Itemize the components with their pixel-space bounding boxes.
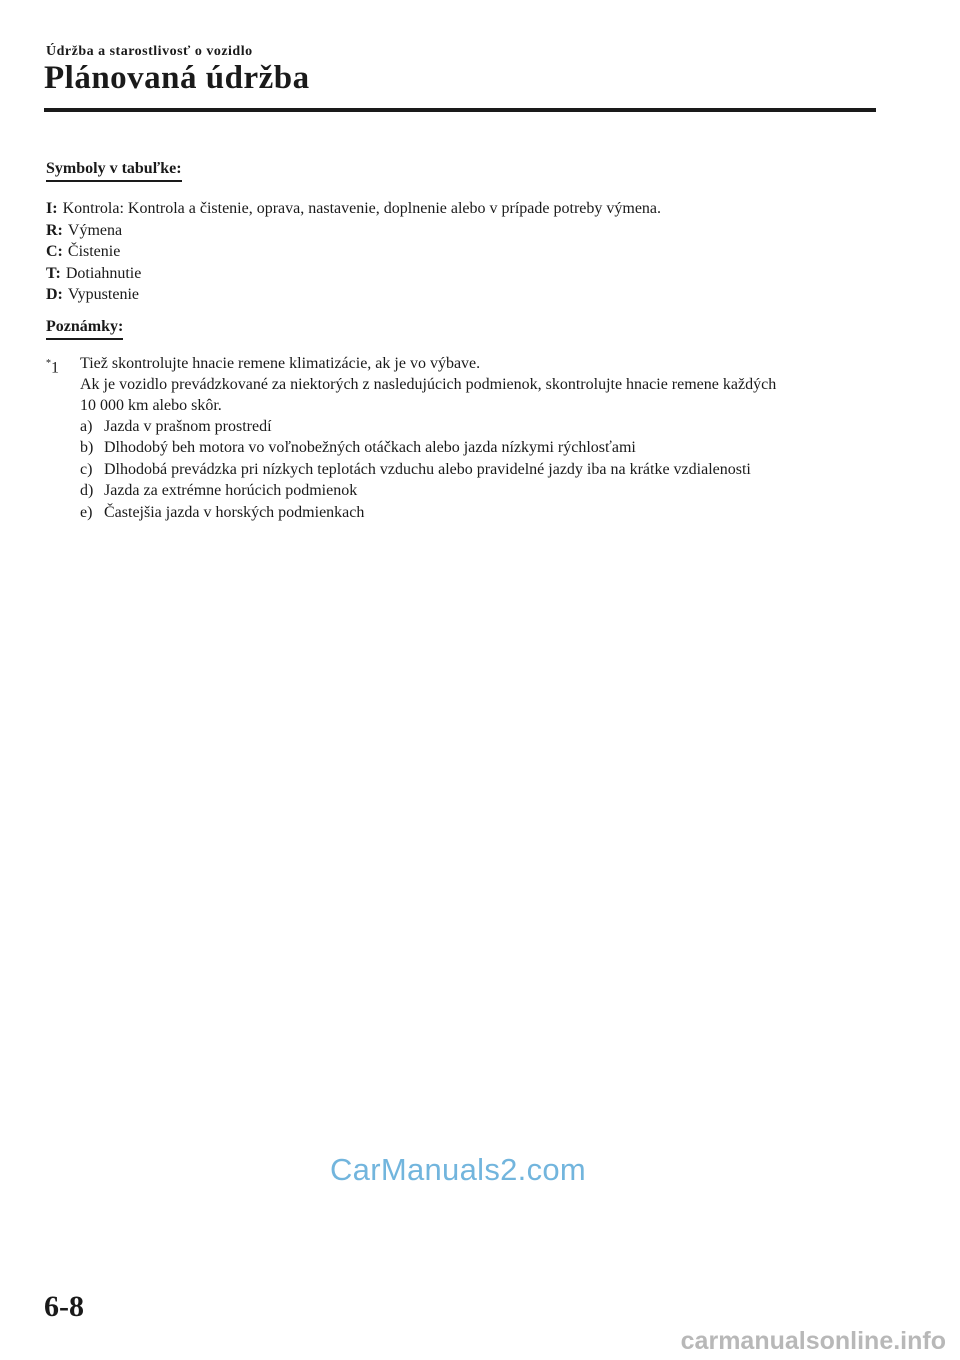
condition-letter: e) [80,503,93,521]
symbol-item [46,284,876,306]
symbols-list [46,198,876,306]
condition-item [80,459,876,481]
symbol-text: Dotiahnutie [65,264,142,282]
condition-item [80,437,876,459]
condition-letter: d) [80,482,94,499]
symbol-text: Výmena [67,221,123,239]
note-line: 10 000 km alebo skôr. [80,396,222,414]
condition-letter: a) [80,417,93,435]
symbol-item [46,198,876,220]
section-label: Údržba a starostlivosť o vozidlo [46,44,253,59]
note-line: Ak je vozidlo prevádzkované za niektorých z nasledujúcich podmienok, skontrolujte hnacie remene každých [80,375,777,393]
symbols-heading: Symboly v tabuľke: [46,158,182,182]
note-number-value: 1 [51,358,59,376]
condition-text: Jazda v prašnom prostredí [104,417,272,435]
condition-text: Dlhodobá prevádzka pri nízkych teplotách vzduchu alebo pravidelné jazdy iba na krátke vzdialenosti [104,460,751,478]
note-line: Tiež skontrolujte hnacie remene klimatizácie, ak je vo výbave. [80,354,481,372]
condition-text: Jazda za extrémne horúcich podmienok [104,482,358,499]
conditions-list [80,416,876,524]
notes-section [46,316,876,524]
page-content [46,158,876,523]
condition-item [80,416,876,438]
note-item [46,353,876,524]
title-divider [44,108,876,112]
symbol-key: D: [46,286,63,303]
condition-text: Dlhodobý beh motora vo voľnobežných otáčkach alebo jazda nízkymi rýchlosťami [104,439,636,456]
page-number: 6-8 [44,1290,84,1323]
symbol-item [46,263,876,285]
note-number [46,353,59,378]
symbol-text: Čistenie [67,243,121,260]
symbol-text: Vypustenie [67,286,139,303]
symbol-key: T: [46,264,61,282]
condition-item [80,502,876,524]
page-title: Plánovaná údržba [44,60,310,96]
condition-letter: b) [80,439,94,456]
condition-item [80,480,876,502]
condition-letter: c) [80,460,93,478]
watermark-center: CarManuals2.com [330,1152,587,1187]
symbol-key: R: [46,221,63,239]
note-marker: * [46,357,51,369]
symbol-key: C: [46,243,63,260]
symbol-text: Kontrola: Kontrola a čistenie, oprava, nastavenie, doplnenie alebo v prípade potreby výmena. [62,200,662,217]
symbol-item [46,220,876,242]
symbols-section [46,158,876,306]
symbol-key: I: [46,200,58,217]
watermark-corner: carmanualsonline.info [680,1327,946,1355]
symbol-item [46,241,876,263]
notes-heading: Poznámky: [46,316,123,340]
condition-text: Častejšia jazda v horských podmienkach [104,503,365,521]
